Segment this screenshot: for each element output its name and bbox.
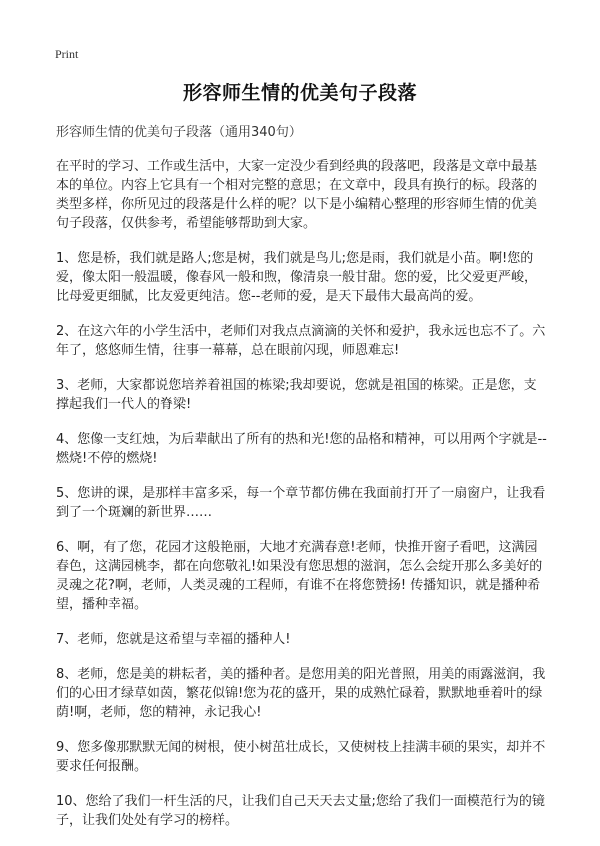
list-item: 2、在这六年的小学生活中，老师们对我点点滴滴的关怀和爱护，我永远也忘不了。六年了，悠悠师生情，往事一幕幕，总在眼前闪现，师恩难忘! xyxy=(56,324,546,358)
list-item: 9、您多像那默默无闻的树根，使小树茁壮成长，又使树枝上挂满丰硕的果实，却并不要求任何报酬。 xyxy=(56,740,546,774)
list-item: 6、啊，有了您，花园才这般艳丽，大地才充满春意!老师，快推开窗子看吧，这满园春色，这满园桃李，都在向您敬礼!如果没有您思想的滋润，怎么会绽开那么多美好的灵魂之花?啊，老师，人类灵魂的工程师，有谁不在将您赞扬! 传播知识，就是播种希望，播种幸福。 xyxy=(56,540,543,612)
list-item: 8、老师，您是美的耕耘者，美的播种者。是您用美的阳光普照，用美的雨露滋润，我们的心田才绿草如茵，繁花似锦!您为花的盛开，果的成熟忙碌着，默默地垂着叶的绿荫!啊，老师，您的精神，永记我心! xyxy=(56,667,546,720)
list-item: 4、您像一支红烛，为后辈献出了所有的热和光!您的品格和精神，可以用两个字就是--燃烧!不停的燃烧! xyxy=(56,432,547,466)
list-item: 3、老师，大家都说您培养着祖国的栋梁;我却要说，您就是祖国的栋梁。正是您，支撑起我们一代人的脊梁! xyxy=(56,378,537,412)
article-subtitle: 形容师生情的优美句子段落（通用340句） xyxy=(56,125,302,140)
list-item: 7、老师，您就是这希望与幸福的播种人! xyxy=(56,632,291,647)
print-link[interactable]: Print xyxy=(55,47,79,61)
article-body xyxy=(56,121,548,846)
list-item: 10、您给了我们一杆生活的尺，让我们自己天天去丈量;您给了我们一面模范行为的镜子，让我们处处有学习的榜样。 xyxy=(56,794,545,828)
intro-paragraph: 在平时的学习、工作或生活中，大家一定没少看到经典的段落吧，段落是文章中最基本的单位。内容上它具有一个相对完整的意思；在文章中，段具有换行的标。段落的类型多样，你所见过的段落是什么样的呢？以下是小编精心整理的形容师生情的优美句子段落，仅供参考，希望能够帮助到大家。 xyxy=(56,159,538,231)
page-title: 形容师生情的优美句子段落 xyxy=(182,82,417,104)
list-item: 1、您是桥，我们就是路人;您是树，我们就是鸟儿;您是雨，我们就是小苗。啊!您的爱，像太阳一般温暖，像春风一般和煦，像清泉一般甘甜。您的爱，比父爱更严峻，比母爱更细腻，比友爱更纯洁。您--老师的爱，是天下最伟大最高尚的爱。 xyxy=(56,251,538,304)
list-item: 5、您讲的课，是那样丰富多采，每一个章节都仿佛在我面前打开了一扇窗户，让我看到了一个斑斓的新世界…… xyxy=(56,486,546,520)
